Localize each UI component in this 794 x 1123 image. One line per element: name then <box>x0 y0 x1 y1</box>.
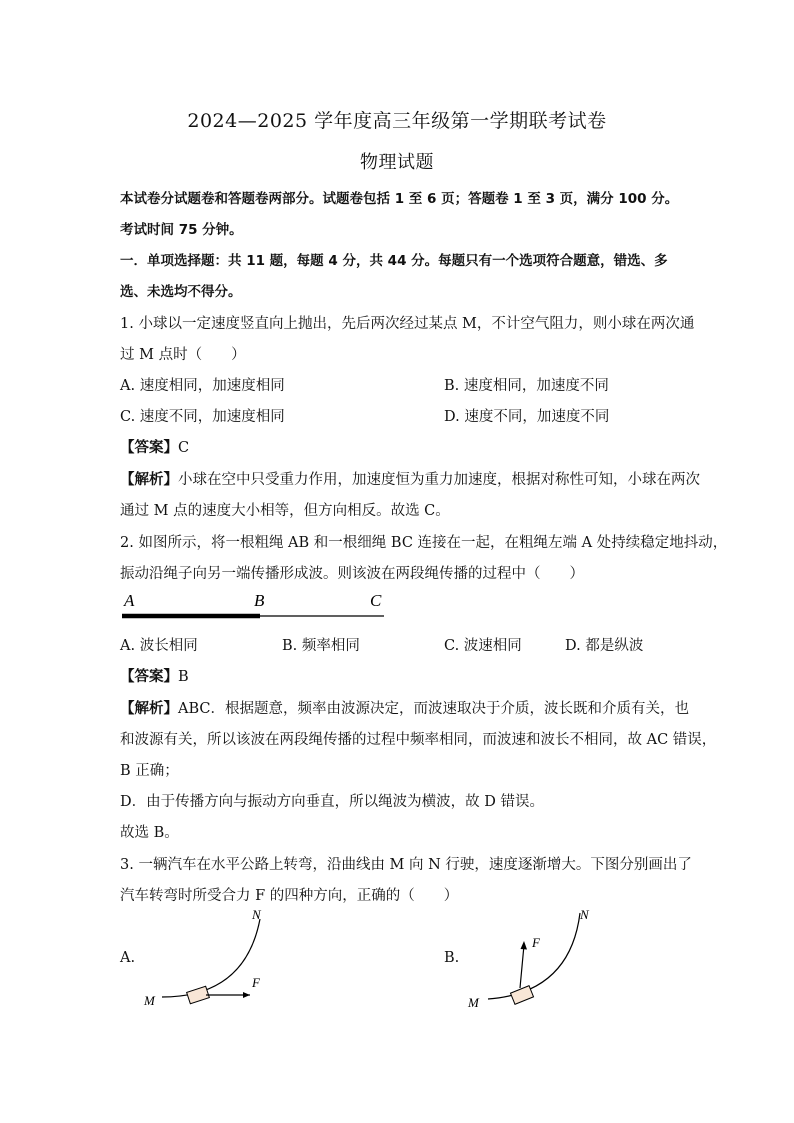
q1-analysis-line-1 <box>120 468 700 489</box>
rope-label-a: A <box>124 591 135 610</box>
q1-stem-line-1: 1. 小球以一定速度竖直向上抛出，先后两次经过某点 M，不计空气阻力，则小球在两次通 <box>120 316 695 332</box>
page-title: 2024—2025 学年度高三年级第一学期联考试卷 <box>187 110 607 132</box>
q3-figure-a <box>140 905 290 1015</box>
label-n: N <box>252 907 261 922</box>
arrow-head <box>243 992 250 998</box>
q2-analysis-line-4: D．由于传播方向与振动方向垂直，所以绳波为横波，故 D 错误。 <box>120 794 544 810</box>
label-f: F <box>532 935 540 950</box>
q1-option-b: B. 速度相同，加速度不同 <box>444 378 609 394</box>
label-f: F <box>252 975 260 990</box>
intro-line-1: 本试卷分试题卷和答题卷两部分。试题卷包括 1 至 6 页；答题卷 1 至 3 页，满分 100 分。 <box>120 191 679 207</box>
q3-stem-line-1: 3. 一辆汽车在水平公路上转弯，沿曲线由 M 向 N 行驶，速度逐渐增大。下图分别画出了 <box>120 857 692 873</box>
q1-stem-line-2: 过 M 点时（ ） <box>120 347 246 363</box>
q3-figure-b <box>462 903 612 1015</box>
car-block <box>510 986 533 1005</box>
q1-option-a: A. 速度相同，加速度相同 <box>120 378 285 394</box>
q2-analysis-line-2: 和波源有关，所以该波在两段绳传播的过程中频率相同，而波速和波长不相同，故 AC 错误， <box>120 732 717 748</box>
q2-option-b: B. 频率相同 <box>282 638 360 654</box>
q1-answer <box>120 436 680 457</box>
q1-option-d: D. 速度不同，加速度不同 <box>444 409 610 425</box>
section-heading-line-1: 一．单项选择题：共 11 题，每题 4 分，共 44 分。每题只有一个选项符合题意，错选、多 <box>120 253 668 269</box>
page-subtitle: 物理试题 <box>360 152 434 173</box>
q2-analysis-line-3: B 正确； <box>120 763 179 779</box>
q3-stem-line-2: 汽车转弯时所受合力 F 的四种方向，正确的（ ） <box>120 888 459 904</box>
section-heading-line-2: 选、未选均不得分。 <box>120 284 242 300</box>
arrow-head <box>521 941 528 950</box>
q2-option-d: D. 都是纵波 <box>565 638 644 654</box>
rope-figure <box>118 588 398 624</box>
q1-option-c: C. 速度不同，加速度相同 <box>120 409 285 425</box>
q2-analysis-line-1 <box>120 697 689 718</box>
q2-stem-line-2: 振动沿绳子向另一端传播形成波。则该波在两段绳传播的过程中（ ） <box>120 566 584 582</box>
force-arrow <box>520 945 524 988</box>
label-n: N <box>580 907 589 922</box>
q3-option-b-label: B. <box>444 950 460 966</box>
rope-label-c: C <box>370 591 382 610</box>
q3-option-a-label: A. <box>120 950 136 966</box>
analysis-text: 小球在空中只受重力作用，加速度恒为重力加速度，根据对称性可知，小球在两次 <box>178 472 700 488</box>
label-m: M <box>144 993 155 1008</box>
label-m: M <box>468 995 479 1010</box>
q2-analysis-line-5: 故选 B。 <box>120 825 179 841</box>
car-block <box>187 986 210 1004</box>
q2-stem-line-1: 2. 如图所示，将一根粗绳 AB 和一根细绳 BC 连接在一起，在粗绳左端 A 处持续稳定地抖动， <box>120 535 728 551</box>
intro-line-2: 考试时间 75 分钟。 <box>120 222 243 238</box>
rope-label-b: B <box>254 591 265 610</box>
answer-value: C <box>178 440 190 456</box>
q1-analysis-line-2: 通过 M 点的速度大小相等，但方向相反。故选 C。 <box>120 503 450 519</box>
analysis-text: ABC．根据题意，频率由波源决定，而波速取决于介质，波长既和介质有关，也 <box>178 701 689 717</box>
curve-path <box>162 919 260 997</box>
q2-option-a: A. 波长相同 <box>120 638 198 654</box>
answer-tag: 【答案】 <box>120 669 178 685</box>
q2-option-c: C. 波速相同 <box>444 638 522 654</box>
analysis-tag: 【解析】 <box>120 472 178 488</box>
analysis-tag: 【解析】 <box>120 701 178 717</box>
answer-tag: 【答案】 <box>120 440 178 456</box>
q2-answer <box>120 665 680 686</box>
curve-path <box>488 913 580 999</box>
answer-value: B <box>178 669 189 685</box>
